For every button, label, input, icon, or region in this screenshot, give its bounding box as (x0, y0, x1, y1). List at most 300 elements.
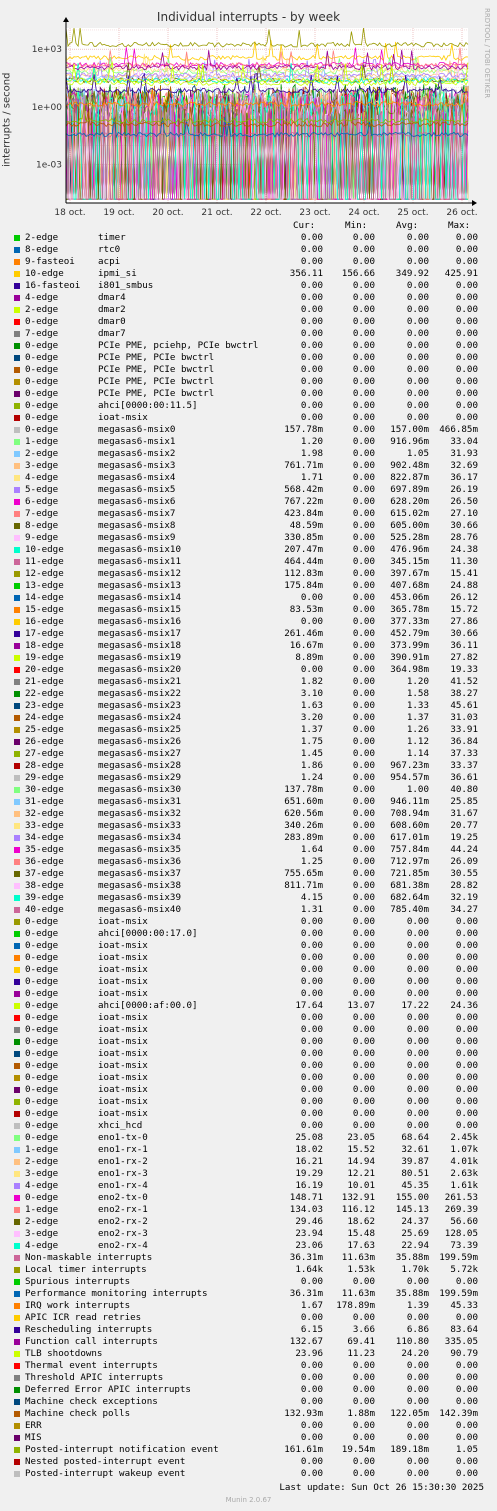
legend-max: 26.19 (450, 484, 478, 495)
legend-cur: 1.64k (295, 1264, 323, 1275)
legend-device: megasas6-msix15 (98, 604, 181, 615)
legend-swatch (14, 331, 20, 337)
legend-min: 0.00 (352, 688, 375, 699)
legend-cur: 1.71 (300, 472, 323, 483)
legend-avg: 0.00 (406, 1096, 429, 1107)
legend-name: 7-edge (25, 508, 59, 519)
legend-name: 35-edge (25, 844, 64, 855)
legend-row (0, 1456, 497, 1468)
legend-swatch (14, 847, 20, 853)
legend-min: 0.00 (352, 292, 375, 303)
legend-swatch (14, 1327, 20, 1333)
legend-cur: 0.00 (300, 1360, 323, 1371)
legend-row (0, 1036, 497, 1048)
legend-name: 12-edge (25, 568, 64, 579)
legend-swatch (14, 607, 20, 613)
legend-device: megasas6-msix29 (98, 772, 181, 783)
legend-name: 3-edge (25, 460, 59, 471)
legend-cur: 0.00 (300, 1372, 323, 1383)
y-tick-label: 1e+03 (31, 45, 62, 56)
legend-name: 0-edge (25, 1012, 59, 1023)
legend-cur: 0.00 (300, 364, 323, 375)
legend-max: 32.19 (450, 892, 478, 903)
legend-min: 0.00 (352, 1312, 375, 1323)
legend-row (0, 340, 497, 352)
legend-swatch (14, 1243, 20, 1249)
legend-cur: 1.98 (300, 448, 323, 459)
legend-min: 0.00 (352, 340, 375, 351)
legend-cur: 1.86 (300, 760, 323, 771)
legend-name: Deferred Error APIC interrupts (25, 1384, 191, 1395)
header-avg: Avg: (396, 220, 419, 231)
legend-max: 0.00 (455, 244, 478, 255)
legend-max: 24.36 (450, 1000, 478, 1011)
legend-row (0, 1276, 497, 1288)
legend-min: 13.07 (347, 1000, 375, 1011)
legend-min: 0.00 (352, 844, 375, 855)
legend-swatch (14, 559, 20, 565)
legend-max: 1.07k (450, 1144, 478, 1155)
legend-name: 0-edge (25, 316, 59, 327)
legend-row (0, 1048, 497, 1060)
legend-swatch (14, 1435, 20, 1441)
legend-min: 0.00 (352, 700, 375, 711)
legend-device: eno2-rx-3 (98, 1228, 148, 1239)
legend-max: 11.30 (450, 556, 478, 567)
legend-min: 0.00 (352, 520, 375, 531)
legend-min: 0.00 (352, 568, 375, 579)
legend-max: 27.86 (450, 616, 478, 627)
legend-name: 0-edge (25, 340, 59, 351)
legend-swatch (14, 907, 20, 913)
legend-max: 24.88 (450, 580, 478, 591)
legend-cur: 0.00 (300, 1012, 323, 1023)
legend-row (0, 1060, 497, 1072)
legend-cur: 0.00 (300, 1108, 323, 1119)
legend-max: 0.00 (455, 988, 478, 999)
legend-min: 0.00 (352, 640, 375, 651)
legend-swatch (14, 1351, 20, 1357)
legend-row (0, 496, 497, 508)
legend-row (0, 1024, 497, 1036)
legend-name: 21-edge (25, 676, 64, 687)
legend-cur: 0.00 (300, 340, 323, 351)
legend-max: 0.00 (455, 1072, 478, 1083)
legend-avg: 1.39 (406, 1300, 429, 1311)
legend-min: 0.00 (352, 232, 375, 243)
legend-cur: 1.64 (300, 844, 323, 855)
legend-row (0, 1072, 497, 1084)
legend-cur: 161.61m (284, 1444, 323, 1455)
legend-device: megasas6-msix33 (98, 820, 181, 831)
legend-cur: 1.31 (300, 904, 323, 915)
legend-name: 8-edge (25, 244, 59, 255)
legend-row (0, 400, 497, 412)
legend-avg: 1.20 (406, 676, 429, 687)
legend-row (0, 580, 497, 592)
legend-row (0, 1120, 497, 1132)
legend-avg: 17.22 (401, 1000, 429, 1011)
legend-cur: 1.82 (300, 676, 323, 687)
legend-cur: 0.00 (300, 400, 323, 411)
legend-max: 33.04 (450, 436, 478, 447)
legend-row (0, 844, 497, 856)
legend-device: rtc0 (98, 244, 121, 255)
legend-max: 44.24 (450, 844, 478, 855)
legend-row (0, 1252, 497, 1264)
x-tick-label: 25 oct. (397, 208, 429, 218)
legend-max: 0.00 (455, 940, 478, 951)
legend-min: 0.00 (352, 496, 375, 507)
legend-max: 30.66 (450, 520, 478, 531)
legend-min: 11.23 (347, 1348, 375, 1359)
legend-cur: 18.02 (295, 1144, 323, 1155)
legend-device: megasas6-msix3 (98, 460, 176, 471)
legend-avg: 6.86 (406, 1324, 429, 1335)
legend-swatch (14, 1267, 20, 1273)
legend-max: 90.79 (450, 1348, 478, 1359)
legend-name: 7-edge (25, 328, 59, 339)
legend-min: 0.00 (352, 988, 375, 999)
legend-name: 4-edge (25, 292, 59, 303)
legend-max: 0.00 (455, 256, 478, 267)
legend-cur: 330.85m (284, 532, 323, 543)
legend-row (0, 532, 497, 544)
legend-row (0, 448, 497, 460)
legend-name: Function call interrupts (25, 1336, 158, 1347)
legend-row (0, 976, 497, 988)
legend-row (0, 808, 497, 820)
legend-min: 0.00 (352, 964, 375, 975)
legend-name: 31-edge (25, 796, 64, 807)
header-min: Min: (345, 220, 368, 231)
legend-avg: 22.94 (401, 1240, 429, 1251)
legend-cur: 0.00 (300, 952, 323, 963)
legend-min: 11.63m (341, 1252, 375, 1263)
legend-name: 0-edge (25, 1024, 59, 1035)
legend-max: 4.01k (450, 1156, 478, 1167)
legend-swatch (14, 1399, 20, 1405)
legend-min: 0.00 (352, 388, 375, 399)
legend-max: 0.00 (455, 964, 478, 975)
legend-max: 0.00 (455, 412, 478, 423)
legend-cur: 137.78m (284, 784, 323, 795)
legend-row (0, 688, 497, 700)
legend-avg: 697.89m (390, 484, 429, 495)
legend-cur: 0.00 (300, 592, 323, 603)
x-tick-label: 18 oct. (54, 208, 86, 218)
y-tick-label: 1e+00 (31, 102, 62, 113)
legend-swatch (14, 1147, 20, 1153)
legend-row (0, 1000, 497, 1012)
legend-avg: 35.88m (395, 1252, 429, 1263)
legend-min: 0.00 (352, 412, 375, 423)
legend-cur: 8.89m (295, 652, 323, 663)
legend-swatch (14, 751, 20, 757)
legend-row (0, 760, 497, 772)
legend-swatch (14, 1063, 20, 1069)
legend-swatch (14, 715, 20, 721)
legend-max: 0.00 (455, 1312, 478, 1323)
legend-row (0, 292, 497, 304)
legend-max: 24.38 (450, 544, 478, 555)
legend-name: 3-edge (25, 1168, 59, 1179)
legend-name: 0-edge (25, 1120, 59, 1131)
legend-row (0, 544, 497, 556)
legend-swatch (14, 727, 20, 733)
legend-row (0, 568, 497, 580)
legend-min: 0.00 (352, 1036, 375, 1047)
legend-row (0, 1360, 497, 1372)
legend-cur: 0.00 (300, 1456, 323, 1467)
legend-row (0, 1096, 497, 1108)
legend-device: acpi (98, 256, 121, 267)
x-tick-label: 19 oct. (103, 208, 135, 218)
legend-max: 19.25 (450, 832, 478, 843)
legend-device: eno1-rx-1 (98, 1144, 148, 1155)
legend-swatch (14, 307, 20, 313)
legend-row (0, 1216, 497, 1228)
legend-cur: 0.00 (300, 304, 323, 315)
legend-name: ERR (25, 1420, 42, 1431)
legend-header (0, 220, 497, 232)
legend-device: megasas6-msix34 (98, 832, 181, 843)
legend-swatch (14, 1159, 20, 1165)
legend-cur: 1.25 (300, 856, 323, 867)
legend-avg: 967.23m (390, 760, 429, 771)
legend-avg: 68.64 (401, 1132, 429, 1143)
legend-avg: 0.00 (406, 964, 429, 975)
legend-row (0, 352, 497, 364)
legend-row (0, 1288, 497, 1300)
legend-avg: 349.92 (395, 268, 429, 279)
legend-name: 32-edge (25, 808, 64, 819)
legend-cur: 423.84m (284, 508, 323, 519)
legend-avg: 32.61 (401, 1144, 429, 1155)
legend-avg: 407.68m (390, 580, 429, 591)
legend-swatch (14, 679, 20, 685)
chart-svg (0, 0, 497, 222)
legend-avg: 0.00 (406, 1024, 429, 1035)
legend-swatch (14, 787, 20, 793)
legend-swatch (14, 919, 20, 925)
legend-max: 0.00 (455, 376, 478, 387)
legend-avg: 364.98m (390, 664, 429, 675)
legend-row (0, 628, 497, 640)
legend-cur: 0.00 (300, 1084, 323, 1095)
legend-min: 0.00 (352, 880, 375, 891)
legend-device: megasas6-msix12 (98, 568, 181, 579)
legend-avg: 608.60m (390, 820, 429, 831)
legend-max: 0.00 (455, 232, 478, 243)
legend-swatch (14, 1471, 20, 1477)
legend-cur: 0.00 (300, 1060, 323, 1071)
legend-device: PCIe PME, PCIe bwctrl (98, 376, 215, 387)
legend-device: megasas6-msix16 (98, 616, 181, 627)
legend-name: 0-edge (25, 412, 59, 423)
legend-max: 56.60 (450, 1216, 478, 1227)
legend-min: 0.00 (352, 424, 375, 435)
legend-row (0, 1144, 497, 1156)
legend-name: TLB shootdowns (25, 1348, 103, 1359)
legend-max: 36.17 (450, 472, 478, 483)
legend-min: 0.00 (352, 1060, 375, 1071)
legend-min: 0.00 (352, 724, 375, 735)
legend-name: 29-edge (25, 772, 64, 783)
legend-swatch (14, 439, 20, 445)
legend-device: ahci[0000:00:17.0] (98, 928, 198, 939)
legend-min: 0.00 (352, 1396, 375, 1407)
legend-max: 0.00 (455, 1276, 478, 1287)
legend-name: 23-edge (25, 700, 64, 711)
legend-name: 0-edge (25, 376, 59, 387)
legend-device: ioat-msix (98, 1012, 148, 1023)
legend-cur: 651.60m (284, 796, 323, 807)
last-update: Last update: Sun Oct 26 15:30:30 2025 (279, 1482, 484, 1493)
legend-device: ioat-msix (98, 412, 148, 423)
legend-cur: 25.08 (295, 1132, 323, 1143)
legend-avg: 390.91m (390, 652, 429, 663)
legend-name: 2-edge (25, 1216, 59, 1227)
legend-name: Thermal event interrupts (25, 1360, 158, 1371)
legend-swatch (14, 451, 20, 457)
legend-min: 1.88m (347, 1408, 375, 1419)
legend-row (0, 232, 497, 244)
legend-avg: 122.05m (390, 1408, 429, 1419)
legend-cur: 0.00 (300, 232, 323, 243)
legend-min: 0.00 (352, 1384, 375, 1395)
legend-min: 0.00 (352, 328, 375, 339)
legend-swatch (14, 1027, 20, 1033)
legend-avg: 682.64m (390, 892, 429, 903)
legend-max: 0.00 (455, 328, 478, 339)
legend-device: megasas6-msix35 (98, 844, 181, 855)
legend-name: 0-edge (25, 916, 59, 927)
legend-avg: 617.01m (390, 832, 429, 843)
legend-swatch (14, 1459, 20, 1465)
legend-row (0, 412, 497, 424)
legend-min: 0.00 (352, 436, 375, 447)
legend-cur: 0.00 (300, 616, 323, 627)
legend-cur: 0.00 (300, 1384, 323, 1395)
legend-avg: 24.37 (401, 1216, 429, 1227)
legend-avg: 785.40m (390, 904, 429, 915)
legend-name: Performance monitoring interrupts (25, 1288, 208, 1299)
legend-cur: 1.67 (300, 1300, 323, 1311)
legend-avg: 0.00 (406, 1120, 429, 1131)
legend-device: megasas6-msix25 (98, 724, 181, 735)
legend-cur: 16.21 (295, 1156, 323, 1167)
legend-cur: 207.47m (284, 544, 323, 555)
legend-avg: 0.00 (406, 1036, 429, 1047)
legend-row (0, 1444, 497, 1456)
legend-name: Local timer interrupts (25, 1264, 147, 1275)
legend-device: i801_smbus (98, 280, 154, 291)
legend-min: 69.41 (347, 1336, 375, 1347)
legend-min: 0.00 (352, 1108, 375, 1119)
legend-swatch (14, 667, 20, 673)
legend-row (0, 328, 497, 340)
legend-min: 14.94 (347, 1156, 375, 1167)
legend-swatch (14, 799, 20, 805)
legend-row (0, 868, 497, 880)
legend-max: 36.84 (450, 736, 478, 747)
legend-min: 0.00 (352, 772, 375, 783)
legend-cur: 0.00 (300, 1420, 323, 1431)
legend-name: Machine check polls (25, 1408, 131, 1419)
legend-row (0, 520, 497, 532)
x-axis-arrow (472, 200, 477, 206)
y-axis-label: interrupts / second (1, 72, 13, 168)
legend-name: 2-edge (25, 232, 59, 243)
legend-cur: 36.31m (289, 1252, 323, 1263)
legend-cur: 568.42m (284, 484, 323, 495)
legend-cur: 620.56m (284, 808, 323, 819)
legend-cur: 3.20 (300, 712, 323, 723)
legend-row (0, 508, 497, 520)
legend-row (0, 1156, 497, 1168)
legend-min: 0.00 (352, 652, 375, 663)
legend-name: 0-edge (25, 1192, 59, 1203)
legend-device: ioat-msix (98, 1108, 148, 1119)
legend-cur: 0.00 (300, 916, 323, 927)
legend-avg: 0.00 (406, 1060, 429, 1071)
legend-min: 132.91 (341, 1192, 375, 1203)
legend-cur: 0.00 (300, 412, 323, 423)
legend-row (0, 1336, 497, 1348)
legend-avg: 155.00 (395, 1192, 429, 1203)
legend-row (0, 1204, 497, 1216)
legend-name: 34-edge (25, 832, 64, 843)
legend-device: megasas6-msix37 (98, 868, 181, 879)
legend-swatch (14, 835, 20, 841)
legend-name: 20-edge (25, 664, 64, 675)
legend-avg: 0.00 (406, 400, 429, 411)
legend-row (0, 964, 497, 976)
legend-cur: 0.00 (300, 1396, 323, 1407)
legend-swatch (14, 1039, 20, 1045)
legend-name: 37-edge (25, 868, 64, 879)
legend-min: 0.00 (352, 316, 375, 327)
legend-device: megasas6-msix6 (98, 496, 176, 507)
legend-device: eno1-rx-2 (98, 1156, 148, 1167)
legend-avg: 0.00 (406, 940, 429, 951)
legend-avg: 954.57m (390, 772, 429, 783)
legend-row (0, 796, 497, 808)
legend-min: 0.00 (352, 940, 375, 951)
legend-min: 0.00 (352, 1012, 375, 1023)
legend-device: PCIe PME, pciehp, PCIe bwctrl (98, 340, 259, 351)
legend-name: 2-edge (25, 304, 59, 315)
legend-swatch (14, 1051, 20, 1057)
legend-swatch (14, 775, 20, 781)
legend-name: 22-edge (25, 688, 64, 699)
legend-swatch (14, 283, 20, 289)
legend-swatch (14, 415, 20, 421)
legend-device: megasas6-msix1 (98, 436, 176, 447)
legend-swatch (14, 1423, 20, 1429)
legend-avg: 0.00 (406, 316, 429, 327)
legend-swatch (14, 931, 20, 937)
legend-device: megasas6-msix7 (98, 508, 176, 519)
legend-row (0, 652, 497, 664)
legend-cur: 811.71m (284, 880, 323, 891)
legend-avg: 1.12 (406, 736, 429, 747)
x-tick-label: 21 oct. (201, 208, 233, 218)
legend-avg: 25.69 (401, 1228, 429, 1239)
legend-device: PCIe PME, PCIe bwctrl (98, 352, 215, 363)
legend-name: 0-edge (25, 352, 59, 363)
